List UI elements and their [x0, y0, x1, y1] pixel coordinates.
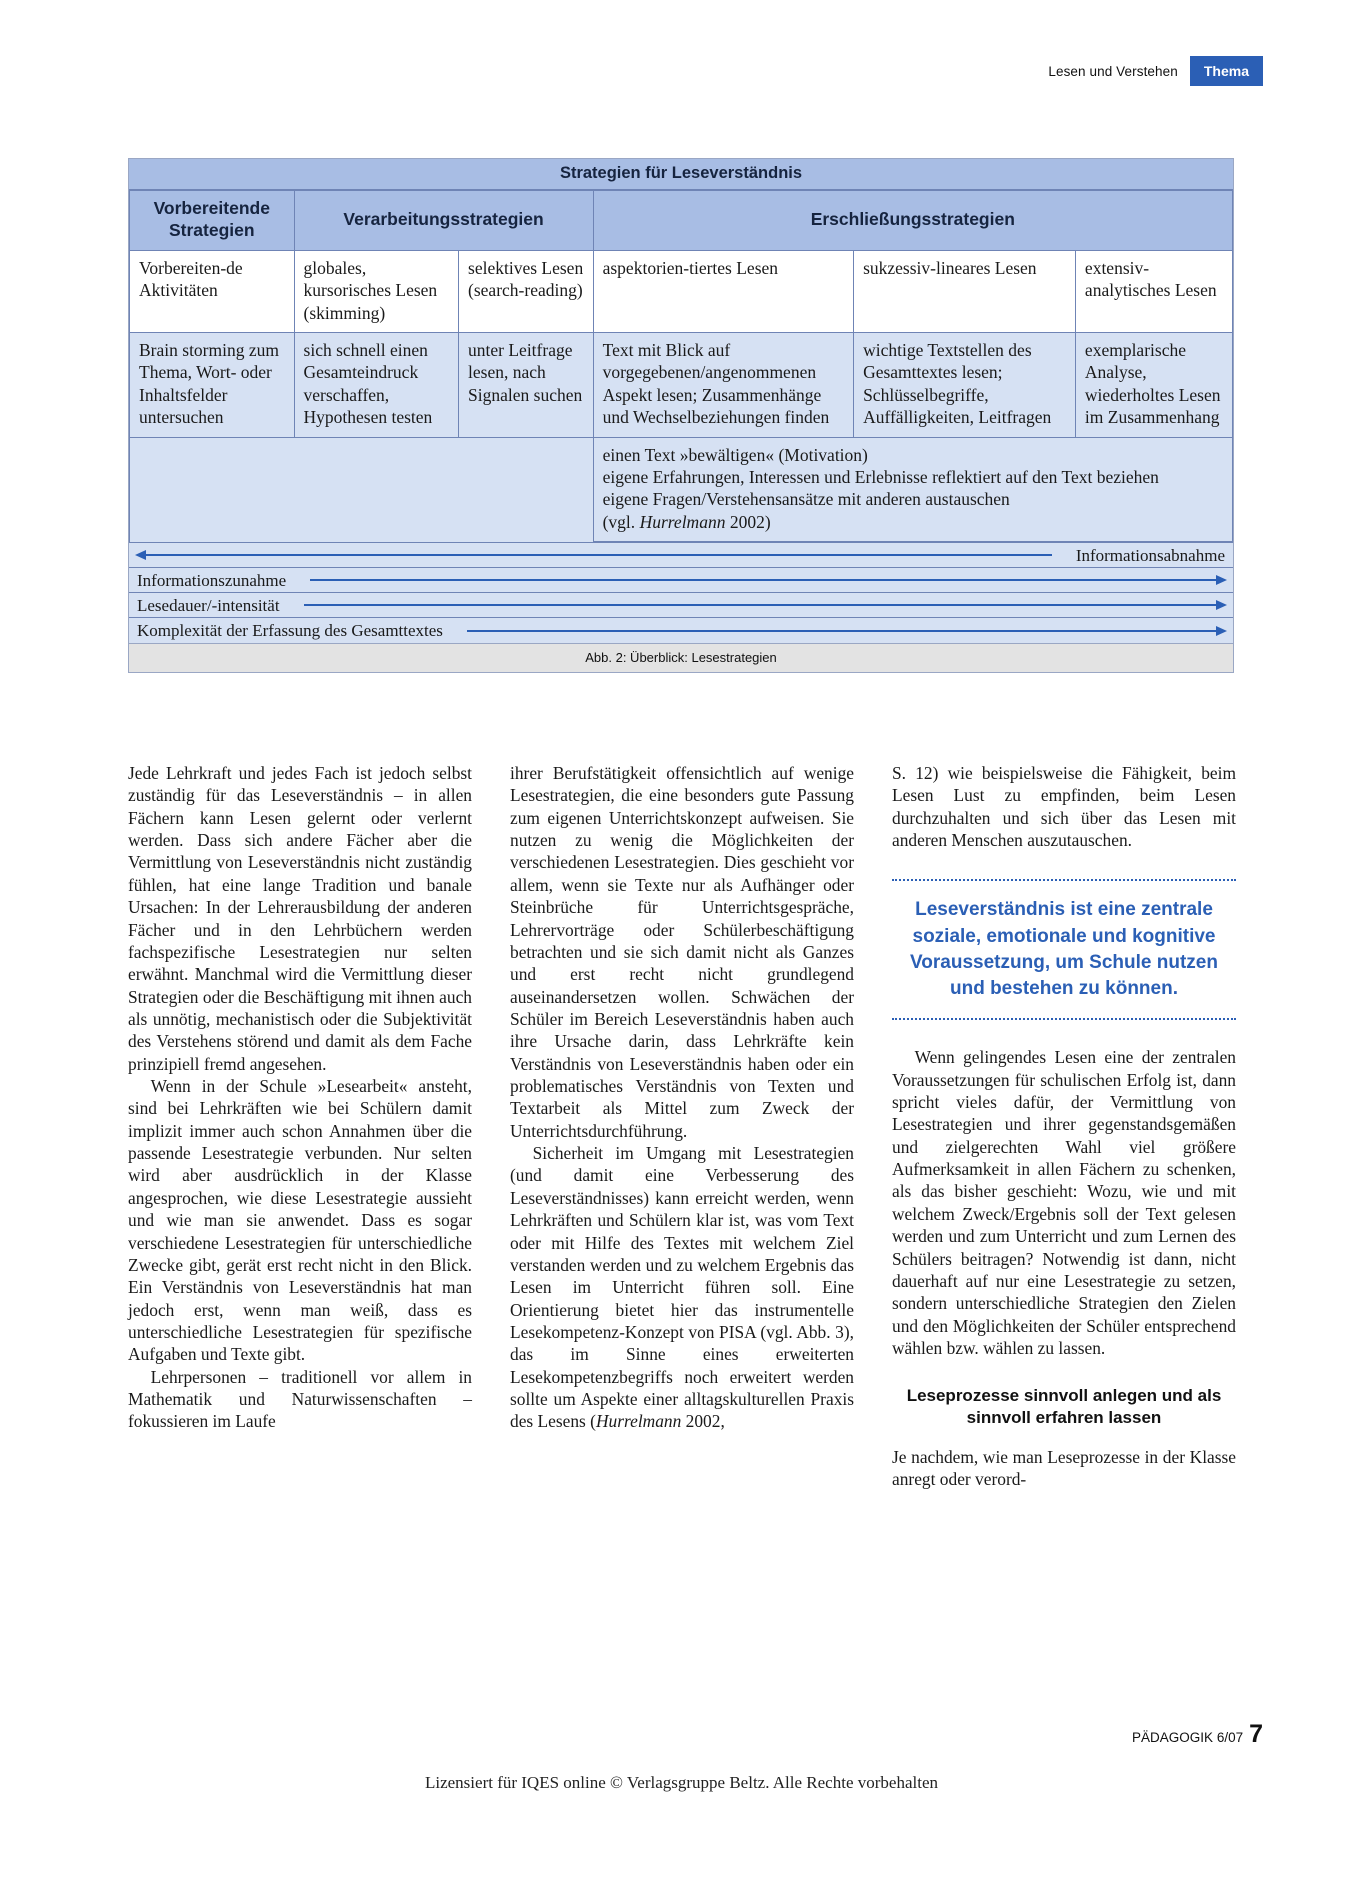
cell-detail-6: exemplarische Analyse, wiederholtes Lesen im Zusammenhang	[1075, 332, 1232, 437]
cell-spanning-note	[593, 437, 1232, 542]
col1-para-1: Jede Lehrkraft und jedes Fach ist jedoch selbst zuständig für das Leseverständnis – in allen Fächern kann Lesen gelernt oder verlernt werden. Dass sich andere Fächer aber die Vermittlung von Leseverständnis nicht zuständig fühlen, hat eine lange Tradition und banale Ursachen: In der Lehrerausbildung der anderen Fächer und in den Lehrbüchern werden fachspezifische Lesestrategien nur selten erwähnt. Manchmal wird die Vermittlung dieser Strategien oder die Beschäftigung mit ihnen auch als unnötig, mechanistisch oder die Subjektivität des Verstehens störend und damit als dem Fache prinzipiell fremd angesehen.	[128, 763, 472, 1074]
folio	[1132, 1720, 1263, 1749]
page-number: 7	[1249, 1720, 1263, 1748]
axis-label-informationszunahme: Informationszunahme	[137, 570, 287, 590]
note-source	[603, 511, 1223, 533]
col-header-erschliessung: Erschließungsstrategien	[593, 191, 1232, 251]
col2-para-2-b: 2002,	[681, 1411, 725, 1432]
cell-type-6: extensiv-analytisches Lesen	[1075, 250, 1232, 332]
axis-row-lesedauer	[129, 593, 1233, 618]
col1-para-2: Wenn in der Schule »Lesearbeit« ansteht, sind bei Lehrkräften wie bei Schülern damit implizit immer auch schon Annahmen über die passende Lesestrategie verbunden. Nur selten wird aber ausdrücklich in der Klasse angesprochen, wie diese Lesestrategie aussieht und wie man sie anwendet. Dass es sogar verschiedene Lesestrategien für unterschiedliche Zwecke gibt, gerät erst recht nicht in den Blick. Ein Verständnis von Leseverständnis hat man jedoch erst, wenn man weiß, dass es unterschiedliche Lesestrategien für spezifische Aufgaben und Texte gibt.	[128, 1076, 472, 1365]
note-line-2: eigene Erfahrungen, Interessen und Erlebnisse reflektiert auf den Text beziehen	[602, 466, 1159, 487]
column-3	[892, 762, 1236, 1490]
page-header	[1048, 56, 1263, 86]
cell-detail-2: sich schnell einen Gesamteindruck verschaffen, Hypothesen testen	[294, 332, 459, 437]
axis-label-lesedauer: Lesedauer/-intensität	[137, 595, 280, 615]
cell-type-1: Vorbereiten-de Aktivitäten	[130, 250, 295, 332]
pull-quote: Leseverständnis ist eine zentrale soziale, emotionale und kognitive Voraussetzung, um Schule nutzen und bestehen zu können.	[892, 879, 1236, 1020]
table-row-note	[130, 437, 1233, 542]
note-spacer-3	[459, 437, 594, 542]
arrow-right-3	[457, 625, 1227, 637]
license-notice: Lizensiert für IQES online © Verlagsgruppe Beltz. Alle Rechte vorbehalten	[424, 1773, 938, 1792]
cell-detail-5: wichtige Textstellen des Gesamttextes lesen; Schlüsselbegriffe, Auffälligkeiten, Leitfragen	[854, 332, 1076, 437]
column-1	[128, 762, 472, 1490]
note-spacer-1	[130, 437, 295, 542]
axis-row-komplexitaet	[129, 618, 1233, 643]
axis-row-informationszunahme	[129, 568, 1233, 593]
axis-label-informationsabnahme: Informationsabnahme	[1075, 545, 1225, 565]
col2-para-2-a: Sicherheit im Umgang mit Lesestrategien (und damit eine Verbesserung des Leseverständnisses) kann erreicht werden, wenn Lehrkräften und Schülern klar ist, was vom Text oder mit Hilfe des Textes mit welchem Ziel verstanden werden und zu welchem Ergebnis das Lesen im Unterricht führen soll. Eine Orientierung bietet hier das instrumentelle Lesekompetenz-Konzept von PISA (vgl. Abb. 3), das im Sinne eines erweiterten Lesekompetenzbegriffs noch erweitert werden sollte um Aspekte einer alltagskulturellen Praxis des Lesens (	[510, 1143, 854, 1432]
cell-type-5: sukzessiv-lineares Lesen	[854, 250, 1076, 332]
cell-type-2: globales, kursorisches Lesen (skimming)	[294, 250, 459, 332]
cell-detail-4: Text mit Blick auf vorgegebenen/angenommenen Aspekt lesen; Zusammenhänge und Wechselbeziehungen finden	[593, 332, 853, 437]
note-source-author: Hurrelmann	[639, 511, 726, 532]
cell-type-4: aspektorien-tiertes Lesen	[593, 250, 853, 332]
note-line-3: eigene Fragen/Verstehensansätze mit anderen austauschen	[602, 489, 1010, 510]
col2-para-1: ihrer Berufstätigkeit offensichtlich auf wenige Lesestrategien, die eine besonders gute Passung zum eigenen Unterrichtskonzept aufweisen. Sie nutzen zu wenig die Möglichkeiten der verschiedenen Lesestrategien. Dies geschieht vor allem, wenn sie Texte nur als Aufhänger oder Steinbrüche für Unterrichtsgespräche, Lehrervorträge oder Schülerbeschäftigung betrachten und sie sich damit nicht als Ganzes und erst recht nicht grundlegend auseinandersetzen wollen. Schwächen der Schüler im Bereich Leseverständnis haben auch ihre Ursache darin, dass Lehrkräfte kein Verständnis von Leseverständnis haben oder ein problematisches Verständnis von Texten und Textarbeit als Mittel zum Zweck der Unterrichtsdurchführung.	[510, 763, 854, 1141]
table-header-row	[130, 191, 1233, 251]
col2-para-2	[510, 1142, 854, 1433]
cell-detail-1: Brain storming zum Thema, Wort- oder Inhaltsfelder untersuchen	[130, 332, 295, 437]
table-row-types	[130, 250, 1233, 332]
cell-type-3: selektives Lesen (search-reading)	[459, 250, 594, 332]
col3-para-2: Wenn gelingendes Lesen eine der zentralen Voraussetzungen für schulischen Erfolg ist, dann spricht vieles dafür, der Vermittlung von Lesestrategien und ihrer gegenstandsgemäßen und zielgerechten Wahl viel größere Aufmerksamkeit in allen Fächern zu schenken, als das bisher geschieht: Wozu, wie und mit welchem Zweck/Ergebnis soll der Text gelesen werden und zum Unterricht und zum Lernen des Schülers beitragen? Notwendig ist dann, nicht dauerhaft auf nur eine Lesestrategie zu setzen, sondern unterschiedliche Strategien den Zielen und den Möglichkeiten der Schüler entsprechend wählen bzw. wählen zu lassen.	[892, 1047, 1236, 1358]
figure-title: Strategien für Leseverständnis	[129, 159, 1233, 190]
table-row-details	[130, 332, 1233, 437]
axis-label-komplexitaet: Komplexität der Erfassung des Gesamttextes	[137, 621, 443, 641]
arrow-right-2	[294, 599, 1227, 611]
body-columns	[128, 762, 1236, 1490]
arrow-right-1	[300, 574, 1227, 586]
col3-subheading: Leseprozesse sinnvoll anlegen und als sinnvoll erfahren lassen	[906, 1386, 1222, 1428]
note-spacer-2	[294, 437, 459, 542]
col2-citation-author: Hurrelmann	[595, 1411, 682, 1432]
axis-row-informationsabnahme	[129, 543, 1233, 568]
journal-name: PÄDAGOGIK 6/07	[1132, 1730, 1244, 1745]
column-2	[510, 762, 854, 1490]
figure-lesestrategien	[128, 158, 1234, 673]
arrow-left	[135, 549, 1062, 561]
header-section-label: Lesen und Verstehen	[1048, 63, 1178, 79]
header-thema-tab: Thema	[1190, 56, 1263, 86]
col-header-vorbereitende: Vorbereitende Strategien	[130, 191, 295, 251]
axis-block	[129, 542, 1233, 643]
note-source-suffix: 2002)	[725, 511, 771, 532]
note-source-prefix: (vgl.	[602, 511, 640, 532]
col1-para-3: Lehrpersonen – traditionell vor allem in Mathematik und Naturwissenschaften – fokussieren im Laufe	[128, 1366, 472, 1432]
col-header-verarbeitung: Verarbeitungsstrategien	[294, 191, 593, 251]
strategy-table	[129, 190, 1233, 542]
cell-detail-3: unter Leitfrage lesen, nach Signalen suchen	[459, 332, 594, 437]
col3-para-3: Je nachdem, wie man Leseprozesse in der Klasse anregt oder verord-	[892, 1446, 1236, 1489]
note-line-1: einen Text »bewältigen« (Motivation)	[602, 444, 868, 465]
col3-para-1: S. 12) wie beispielsweise die Fähigkeit, beim Lesen Lust zu empfinden, beim Lesen durchzuhalten und sich über das Lesen mit anderen Menschen auszutauschen.	[892, 763, 1236, 851]
figure-caption: Abb. 2: Überblick: Lesestrategien	[129, 643, 1233, 672]
